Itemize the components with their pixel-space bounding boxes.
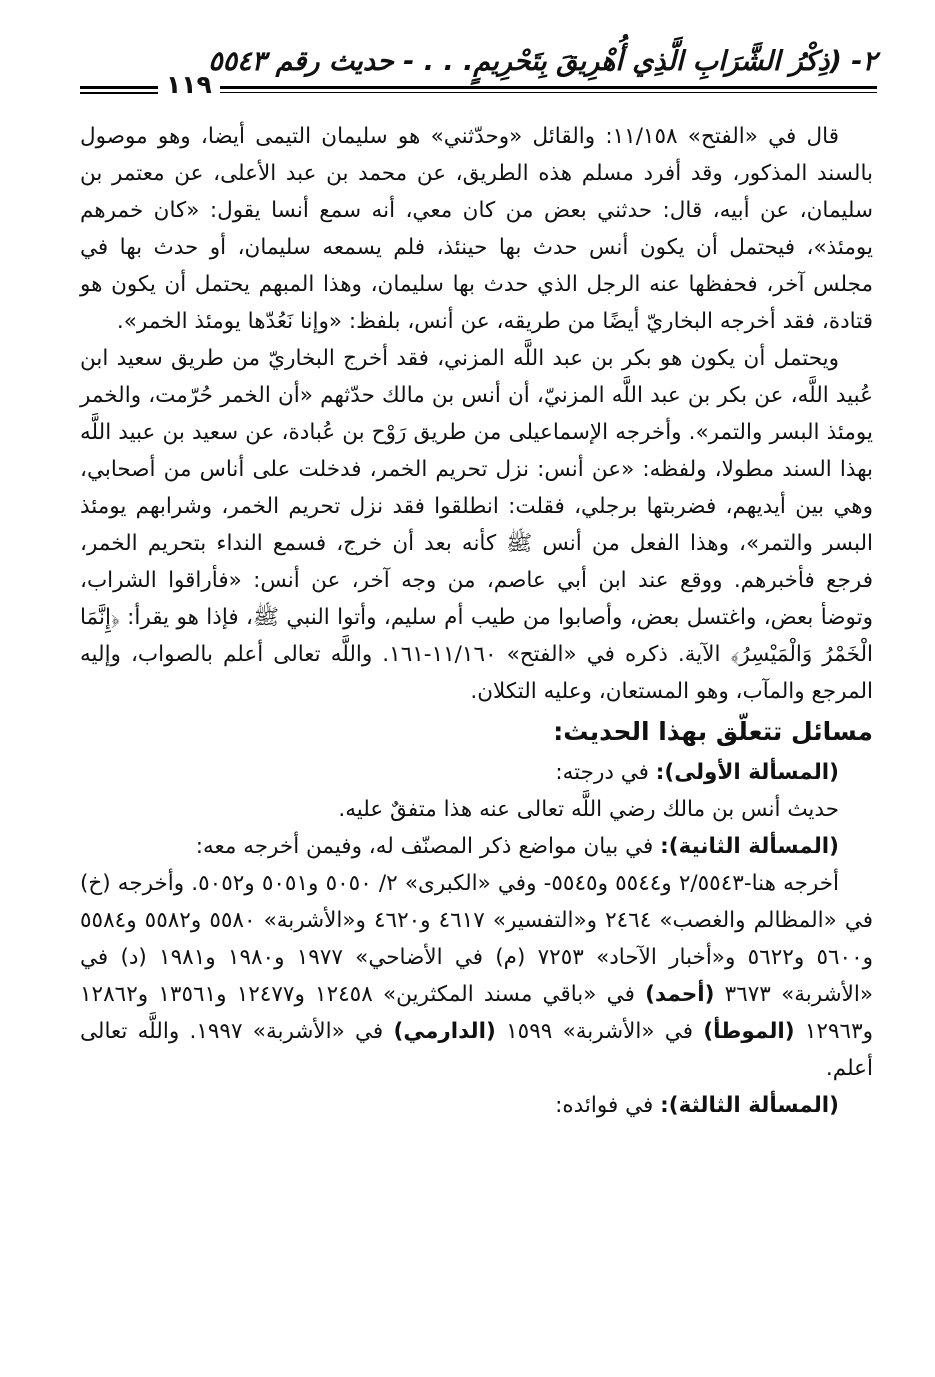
issue-2-label: (المسألة الثانية): [660,834,839,859]
issue-1-body: حديث أنس بن مالك رضي اللَّه تعالى عنه هذا متفقٌ عليه. [338,797,839,822]
issue-2-heading [80,828,873,865]
page-header [80,40,877,100]
issue-2-body [80,865,873,1087]
section-heading: مسائل تتعلّق بهذا الحديث: [553,717,873,746]
header-rule [220,86,877,93]
issue-1-heading [80,754,873,791]
page-number-rule-thin [80,93,158,94]
issue-1-title: في درجته: [555,760,656,785]
source-muwatta: (الموطأ) [703,1019,795,1044]
issue-2-text-d: في «الأشربة» ١٩٩٧. واللَّه تعالى أعلم. [80,1019,873,1081]
page-number: ١١٩ [166,70,212,99]
issue-2-text-b: في «باقي مسند المكثرين» ١٢٤٥٨ و١٢٤٧٧ و١٣٥٦١ و١٢٨٦٢ و١٢٩٦٣ [80,982,874,1044]
issue-2-text-a: أخرجه هنا-٢/٥٥٤٣ و٥٥٤٤ و٥٥٤٥- وفي «الكبرى» ٢/ ٥٠٥٠ و٥٠٥١ و٥٠٥٢. وأخرجه (خ) في «المظالم والغصب» ٢٤٦٤ و«التفسير» ٤٦١٧ و٤٦٢٠ و«الأشربة» ٥٥٨٠ و٥٥٨٢ و٥٥٨٤ و٥٦٠٠ و٥٦٢٢ و«أخبار الآحاد» ٧٢٥٣ (م) في الأضاحي» ١٩٧٧ و١٩٨٠ و١٩٨١ (د) في «الأشربة» ٣٦٧٣ [80,871,874,1007]
issue-1-label: (المسألة الأولى): [655,760,839,785]
running-title: ٢- (ذِكْرُ الشَّرَابِ الَّذِي أُهْرِيقَ بِتَحْرِيمٍ. . . - حديث رقم ٥٥٤٣ [208,46,877,77]
paragraph-1: قال في «الفتح» ١١/١٥٨: والقائل «وحدّثني» هو سليمان التيمى أيضا، وهو موصول بالسند المذكور، وقد أفرد مسلم هذه الطريق، عن محمد بن عبد الأعلى، عن معتمر بن سليمان، عن أبيه، قال: حدثني بعض من كان معي، أنه سمع أنسا يقول: «كان خمرهم يومئذ»، فيحتمل أن يكون أنس حدث بها حينئذ، فلم يسمعه سليمان، أو حدث بها في مجلس آخر، فحفظها عنه الرجل الذي حدث بها سليمان، وهذا المبهم يحتمل أن يكون هو قتادة، فقد أخرجه البخاريّ أيضًا من طريقه، عن أنس، بلفظ: «وإنا نَعُدّها يومئذ الخمر». [80,124,873,334]
issue-2-text-c: في «الأشربة» ١٥٩٩ [495,1019,704,1044]
issue-3-label: (المسألة الثالثة): [660,1093,839,1118]
issue-3-title: في فوائده: [555,1093,661,1118]
source-darimi: (الدارمي) [393,1019,496,1044]
page-number-rule [80,86,158,93]
page-body [80,118,873,1124]
paragraph-2: ويحتمل أن يكون هو بكر بن عبد اللَّه المزني، فقد أخرج البخاريّ من طريق سعيد ابن عُبيد اللَّه، عن بكر بن عبد اللَّه المزنيّ، أن أنس بن مالك حدّثهم «أن الخمر حُرّمت، والخمر يومئذ البسر والتمر». وأخرجه الإسماعيلى من طريق رَوْح بن عُبادة، عن سعيد بن عبيد اللَّه بهذا السند مطولا، ولفظه: «عن أنس: نزل تحريم الخمر، فدخلت على أناس من أصحابي، وهي بين أيديهم، فضربتها برجلي، فقلت: انطلقوا فقد نزل تحريم الخمر، وشرابهم يومئذ البسر والتمر»، وهذا الفعل من أنس ﷺ كأنه بعد أن خرج، فسمع النداء بتحريم الخمر، فرجع فأخبرهم. ووقع عند ابن أبي عاصم، من وجه آخر، عن أنس: «فأراقوا الشراب، وتوضأ بعض، واغتسل بعض، وأصابوا من طيب أم سليم، وأتوا النبي ﷺ، فإذا هو يقرأ: ﴿إِنَّمَا الْخَمْرُ وَالْمَيْسِرُ﴾ الآية. ذكره في «الفتح» ١١/١٦٠-١٦١. واللَّه تعالى أعلم بالصواب، وإليه المرجع والمآب، وهو المستعان، وعليه التكلان. [80,346,874,704]
issue-3-heading [80,1087,873,1124]
issue-2-title: في بيان مواضع ذكر المصنّف له، وفيمن أخرجه معه: [195,834,661,859]
source-ahmad: (أحمد) [645,982,715,1007]
